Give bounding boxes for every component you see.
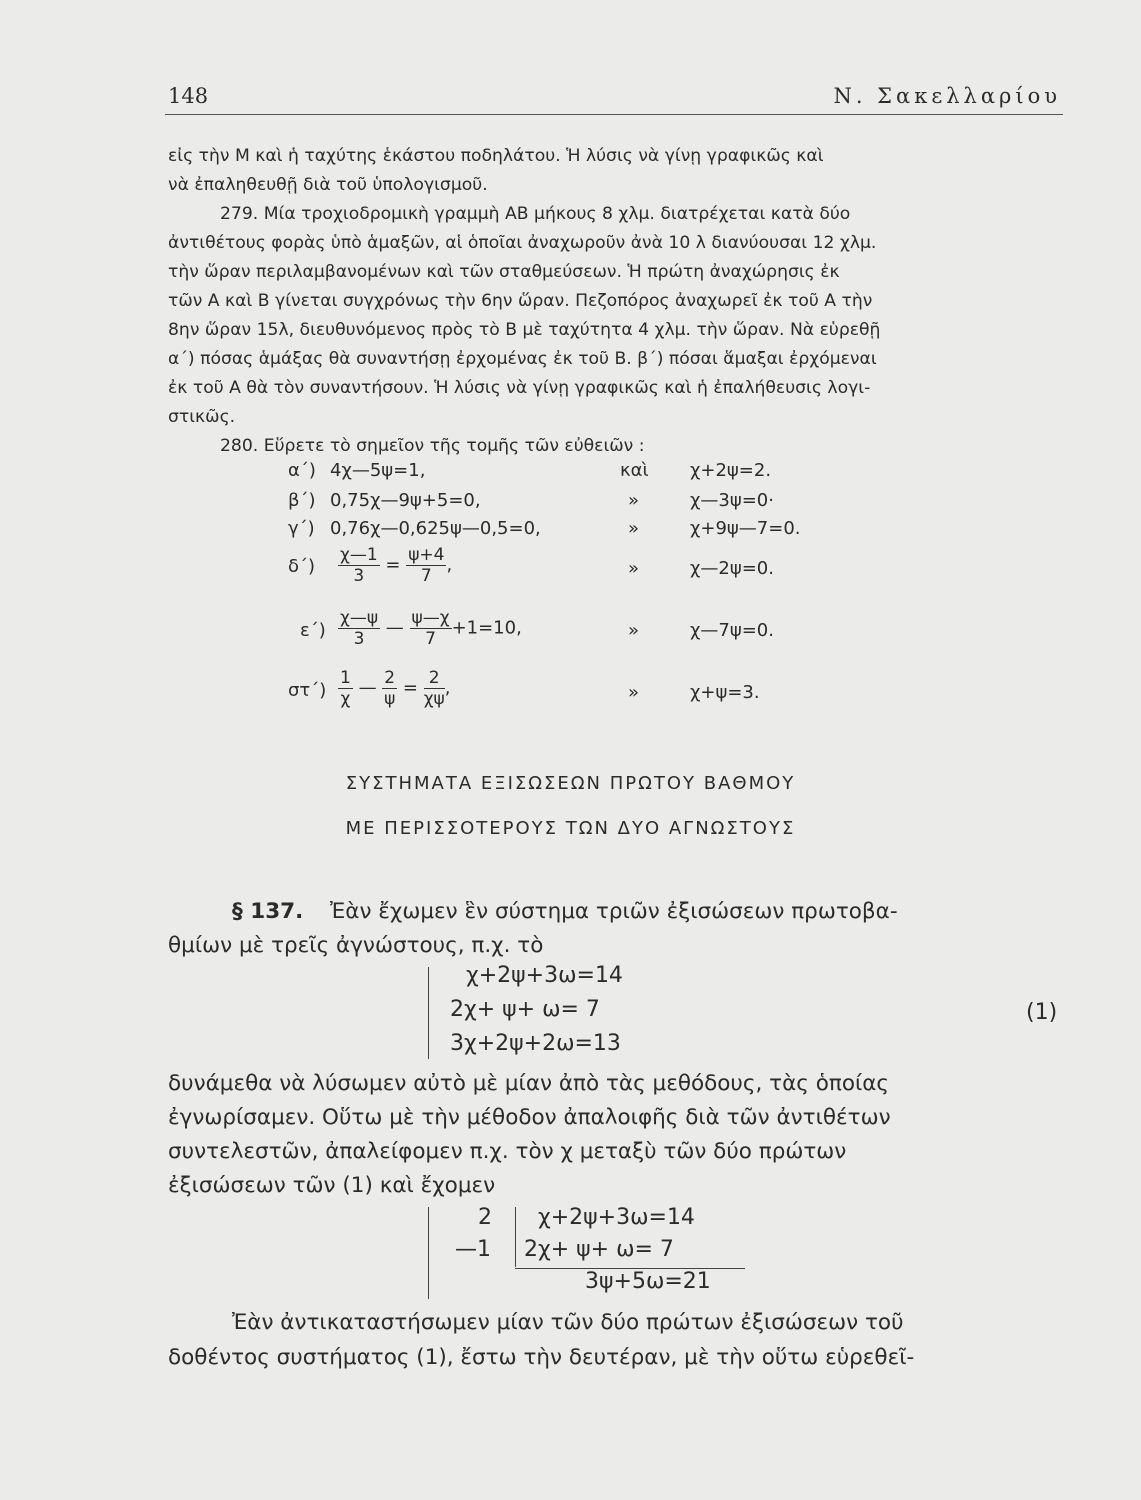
item-right-equation: χ+ψ=3. [690,682,760,703]
header-rule [165,114,1063,115]
item-label: γ΄) [288,518,315,539]
item-left-equation: $\frac{\chi—\psi}{3}$ — $\frac{\psi—\chi}{7}$ +1=10, [340,608,522,649]
item-right-equation: χ+2ψ=2. [690,460,772,481]
problem-279-line: α΄) πόσας ἁμάξας θὰ συναντήσῃ ἐρχομένας ἐκ τοῦ Β. β΄) πόσαι ἅμαξαι ἐρχόμεναι [168,349,877,369]
paragraph-line: Ἐὰν ἀντικαταστήσωμεν μίαν τῶν δύο πρώτων ἐξισώσεων τοῦ [232,1310,904,1335]
problem-279-line: 8ην ὥραν 15λ, διευθυνόμενος πρὸς τὸ Β μὲ ταχύτητα 4 χλμ. τὴν ὥραν. Νὰ εὑρεθῇ [168,320,881,340]
section-heading-line2: ΜΕ ΠΕΡΙΣΣΟΤΕΡΟΥΣ ΤΩΝ ΔΥΟ ΑΓΝΩΣΤΟΥΣ [345,818,796,839]
item-label: α΄) [288,460,316,481]
problem-279-line: 279. Μία τροχιοδρομικὴ γραμμὴ ΑΒ μήκους 8 χλμ. διατρέχεται κατὰ δύο [220,204,851,224]
problem-279-line: τῶν Α καὶ Β γίνεται συγχρόνως τὴν 6ην ὥραν. Πεζοπόρος ἀναχωρεῖ ἐκ τοῦ Α τὴν [168,291,873,311]
item-left-equation: $\frac{1}{\chi}$ — $\frac{2}{\psi}$ = $\frac{2}{\chi\psi}$ , [340,668,451,709]
multiplier: 2 [478,1205,492,1230]
item-label: β΄) [288,490,316,511]
page-number: 148 [168,84,209,108]
item-left-equation: 0,76χ—0,625ψ—0,5=0, [330,518,541,539]
problem-279-line: ἀντιθέτους φορὰς ὑπὸ ἁμαξῶν, αἱ ὁποῖαι ἀναχωροῦν ἀνὰ 10 λ διανύουσαι 12 χλμ. [168,233,877,253]
fraction: $\frac{2}{\psi}$ [384,668,396,709]
fraction: $\frac{2}{\chi\psi}$ [423,668,445,709]
item-right-equation: χ—2ψ=0. [690,558,774,579]
intro-line: νὰ ἐπαληθευθῇ διὰ τοῦ ὑπολογισμοῦ. [168,175,488,195]
item-conjunction: » [628,682,640,703]
paragraph-line: δυνάμεθα νὰ λύσωμεν αὐτὸ μὲ μίαν ἀπὸ τὰς μεθόδους, τὰς ὁποίας [168,1071,890,1096]
problem-279-line: τὴν ὥραν περιλαμβανομένων καὶ τῶν σταθμεύσεων. Ἡ πρώτη ἀναχώρησις ἐκ [168,262,840,282]
item-label: στ΄) [288,680,327,701]
fraction: $\frac{\psi—\chi}{7}$ [411,608,450,649]
fraction: $\frac{\chi—\psi}{3}$ [340,608,379,649]
fraction: $\frac{1}{\chi}$ [340,668,351,709]
problem-279-line: στικῶς. [168,407,236,427]
paragraph-line: ἐξισώσεων τῶν (1) καὶ ἔχομεν [168,1173,496,1198]
item-right-equation: χ—7ψ=0. [690,620,774,641]
intro-line: εἰς τὴν Μ καὶ ἡ ταχύτης ἑκάστου ποδηλάτου. Ἡ λύσις νὰ γίνῃ γραφικῶς καὶ [168,146,824,166]
item-conjunction: » [628,518,640,539]
item-conjunction: » [628,490,640,511]
problem-279-line: ἐκ τοῦ Α θὰ τὸν συναντήσουν. Ἡ λύσις νὰ γίνῃ γραφικῶς καὶ ἡ ἐπαλήθευσις λογι- [168,378,871,398]
section-sign: § 137. [232,899,304,924]
item-label: δ΄) [288,556,316,577]
paragraph-line: συντελεστῶν, ἀπαλείφομεν π.χ. τὸν χ μεταξὺ τῶν δύο πρώτων [168,1139,847,1164]
elimination-equation: χ+2ψ+3ω=14 [538,1205,695,1230]
item-conjunction: » [628,620,640,641]
fraction: $\frac{\chi—1}{3}$ [340,545,378,586]
multiplier: —1 [455,1237,491,1262]
system-equation: χ+2ψ+3ω=14 [466,963,623,988]
item-right-equation: χ—3ψ=0· [690,490,774,511]
item-left-equation: 0,75χ—9ψ+5=0, [330,490,481,511]
system-equation: 2χ+ ψ+ ω= 7 [450,997,600,1022]
elimination-divider [515,1207,516,1267]
paragraph-line: δοθέντος συστήματος (1), ἔστω τὴν δευτέραν, μὲ τὴν οὕτω εὑρεθεῖ- [168,1345,915,1370]
running-head: Ν. Σακελλαρίου [833,84,1061,108]
section-137-line: θμίων μὲ τρεῖς ἀγνώστους, π.χ. τὸ [168,933,544,958]
item-left-equation: 4χ—5ψ=1, [330,460,426,481]
paragraph-line: ἐγνωρίσαμεν. Οὕτω μὲ τὴν μέθοδον ἀπαλοιφῆς διὰ τῶν ἀντιθέτων [168,1105,891,1130]
item-conjunction: » [628,558,640,579]
fraction: $\frac{\psi+4}{7}$ [408,545,445,586]
section-heading-line1: ΣΥΣΤΗΜΑΤΑ ΕΞΙΣΩΣΕΩΝ ΠΡΩΤΟΥ ΒΑΘΜΟΥ [345,773,796,794]
section-137-line: Ἐὰν ἔχωμεν ἓν σύστημα τριῶν ἐξισώσεων πρωτοβα- [330,899,898,924]
item-left-equation: $\frac{\chi—1}{3}$ = $\frac{\psi+4}{7}$ , [340,545,453,586]
elimination-result: 3ψ+5ω=21 [585,1269,711,1294]
system-label: (1) [1026,1000,1058,1025]
item-label: ε΄) [300,620,326,641]
problem-280-intro: 280. Εὕρετε τὸ σημεῖον τῆς τομῆς τῶν εὐθειῶν : [220,436,645,456]
item-right-equation: χ+9ψ—7=0. [690,518,801,539]
system-equation: 3χ+2ψ+2ω=13 [450,1031,621,1056]
elimination-brace [428,1207,429,1299]
system-brace [428,967,429,1059]
elimination-equation: 2χ+ ψ+ ω= 7 [524,1237,674,1262]
item-conjunction: καὶ [620,460,649,481]
